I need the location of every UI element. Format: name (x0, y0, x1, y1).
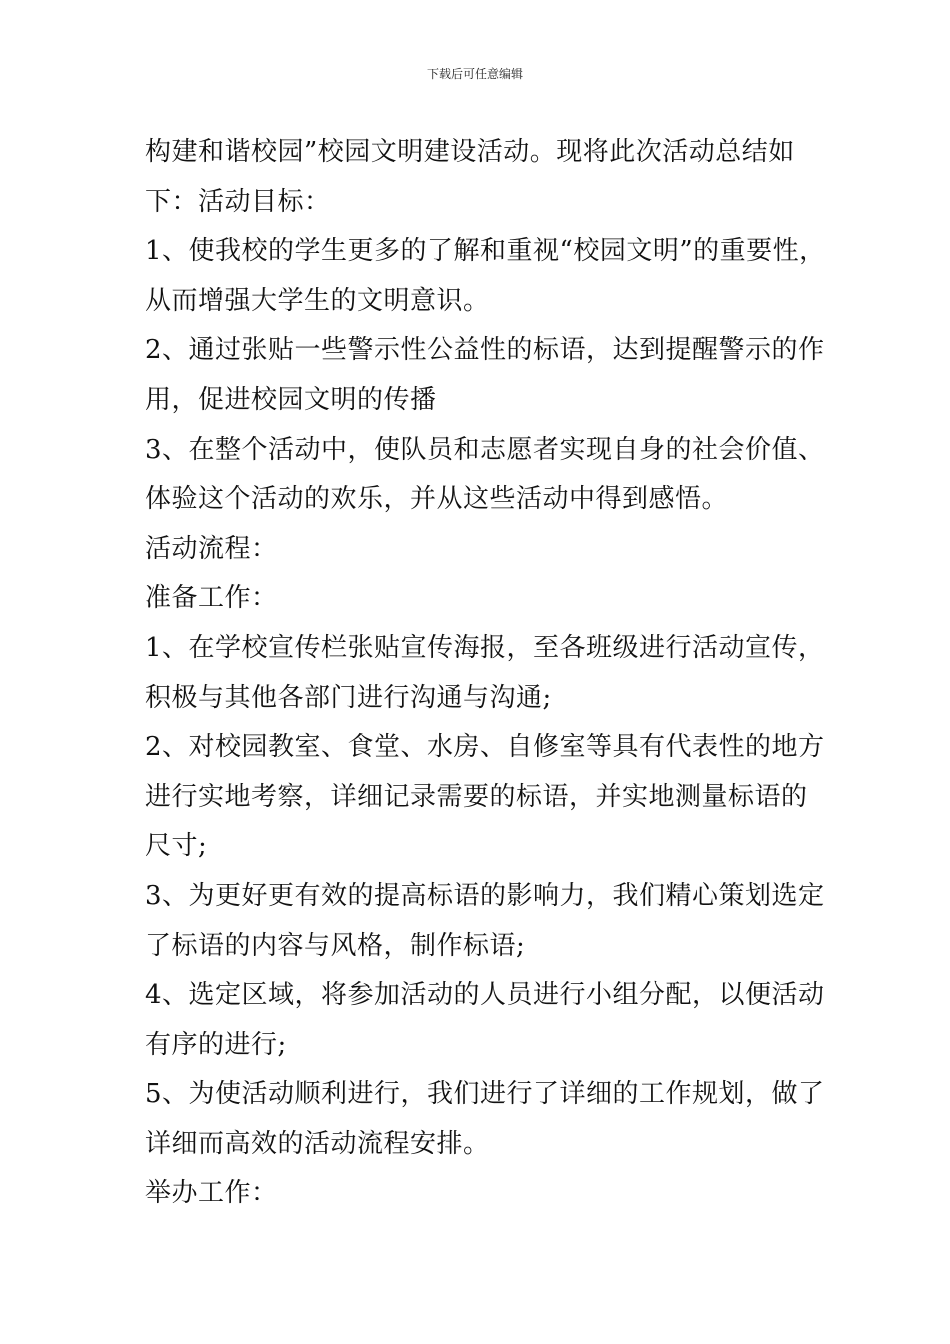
text-line: 1、使我校的学生更多的了解和重视“校园文明”的重要性， (145, 236, 826, 267)
text-line: 构建和谐校园”校园文明建设活动。现将此次活动总结如 (145, 137, 795, 167)
text-line: 有序的进行; (145, 1029, 287, 1060)
text-line: 积极与其他各部门进行沟通与沟通; (145, 682, 552, 713)
text-line: 尺寸; (145, 831, 208, 862)
document-body (145, 128, 835, 1219)
section-heading: 活动流程： (145, 533, 278, 564)
section-heading: 准备工作： (145, 583, 278, 614)
section-heading: 举办工作： (145, 1178, 278, 1209)
text-line: 1、在学校宣传栏张贴宣传海报，至各班级进行活动宣传， (145, 632, 825, 663)
text-line: 4、选定区域，将参加活动的人员进行小组分配，以便活动 (145, 980, 825, 1011)
text-line: 进行实地考察，详细记录需要的标语，并实地测量标语的 (145, 781, 808, 812)
text-line: 用，促进校园文明的传播 (145, 384, 437, 415)
text-line: 2、对校园教室、食堂、水房、自修室等具有代表性的地方 (145, 732, 825, 763)
text-line: 了标语的内容与风格，制作标语; (145, 930, 526, 961)
page-header: 下载后可任意编辑 (426, 67, 523, 81)
text-line: 5、为使活动顺利进行，我们进行了详细的工作规划，做了 (145, 1079, 825, 1110)
text-line: 从而增强大学生的文明意识。 (145, 285, 490, 316)
text-line: 3、为更好更有效的提高标语的影响力，我们精心策划选定 (145, 880, 825, 911)
text-line: 3、在整个活动中，使队员和志愿者实现自身的社会价值、 (145, 434, 825, 465)
text-line: 体验这个活动的欢乐，并从这些活动中得到感悟。 (145, 484, 729, 515)
text-line: 下：活动目标： (145, 186, 331, 217)
text-line: 详细而高效的活动流程安排。 (145, 1128, 490, 1159)
text-line: 2、通过张贴一些警示性公益性的标语，达到提醒警示的作 (145, 335, 825, 366)
